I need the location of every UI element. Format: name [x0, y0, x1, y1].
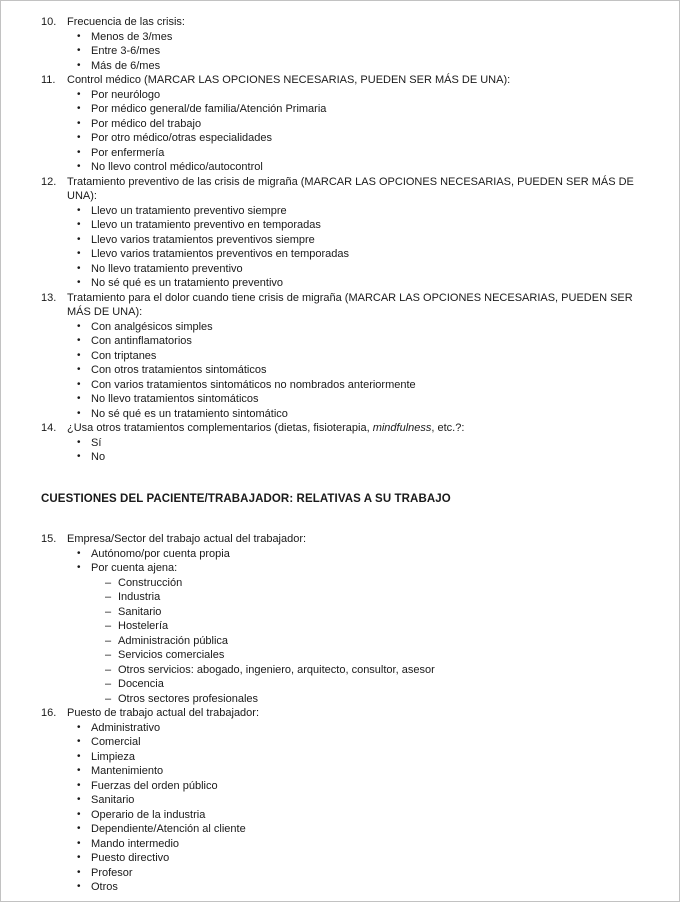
dash-icon: –	[105, 605, 112, 618]
option-item	[77, 436, 653, 451]
option-item	[77, 837, 653, 852]
question-item	[41, 421, 653, 465]
bullet-icon: •	[77, 436, 81, 448]
option-label: Más de 6/mes	[91, 59, 161, 72]
section-heading: CUESTIONES DEL PACIENTE/TRABAJADOR: RELATIVAS A SU TRABAJO	[41, 492, 451, 505]
option-item	[77, 750, 653, 765]
bullet-icon: •	[77, 320, 81, 332]
bullet-icon: •	[77, 248, 81, 259]
bullet-icon: •	[77, 204, 81, 216]
option-label: Profesor	[91, 866, 133, 879]
question-body	[67, 15, 653, 73]
option-item	[77, 276, 653, 291]
option-list	[67, 320, 653, 422]
bullet-icon: •	[77, 146, 81, 158]
question-text	[67, 175, 653, 204]
question-text	[67, 15, 653, 30]
option-item	[77, 88, 653, 103]
option-label: Con antinflamatorios	[91, 335, 192, 347]
option-list	[67, 721, 653, 895]
bullet-icon: •	[77, 407, 81, 419]
sub-option-label: Otros sectores profesionales	[118, 692, 259, 705]
dash-icon: –	[105, 692, 112, 705]
option-item	[77, 851, 653, 866]
option-item	[77, 793, 653, 808]
option-label: No sé qué es un tratamiento preventivo	[91, 277, 284, 289]
bullet-icon: •	[77, 881, 81, 892]
option-label: No llevo control médico/autocontrol	[91, 161, 263, 173]
option-label: Llevo varios tratamientos preventivos en temporadas	[91, 248, 350, 260]
option-item	[77, 320, 653, 335]
option-label: Operario de la industria	[91, 808, 206, 821]
option-item	[77, 407, 653, 422]
bullet-icon: •	[77, 161, 81, 172]
option-item	[77, 735, 653, 750]
question-number: 13.	[41, 291, 57, 304]
sub-option-label: Industria	[118, 591, 161, 603]
option-label: Sanitario	[91, 794, 135, 806]
question-item	[41, 15, 653, 73]
option-item	[77, 233, 653, 248]
option-list	[67, 436, 653, 465]
dash-icon: –	[105, 620, 112, 632]
bullet-icon: •	[77, 794, 81, 805]
question-text-part: ¿Usa otros tratamientos complementarios (dietas, fisioterapia,	[67, 422, 373, 434]
option-label: Por cuenta ajena:	[91, 562, 178, 574]
question-body	[67, 175, 653, 291]
option-item	[77, 218, 653, 233]
option-label: Con analgésicos simples	[91, 320, 213, 333]
option-label: Llevo varios tratamientos preventivos siempre	[91, 233, 315, 246]
option-item	[77, 262, 653, 277]
option-label: No sé qué es un tratamiento sintomático	[91, 407, 288, 420]
option-list	[67, 204, 653, 291]
option-label: Mantenimiento	[91, 765, 164, 777]
bullet-icon: •	[77, 30, 81, 42]
question-text-part: Tratamiento para el dolor cuando tiene crisis de migraña (MARCAR LAS OPCIONES NECESARIAS, PUEDEN SER MÁS DE UNA):	[67, 291, 633, 318]
question-number: 10.	[41, 16, 57, 28]
option-label: Limpieza	[91, 750, 136, 763]
option-item	[77, 779, 653, 794]
question-item	[41, 706, 653, 895]
option-item	[77, 30, 653, 45]
dash-icon: –	[105, 634, 112, 647]
option-item	[77, 131, 653, 146]
bullet-icon: •	[77, 750, 81, 762]
bullet-icon: •	[77, 866, 81, 878]
option-label: Menos de 3/mes	[91, 30, 173, 43]
question-body	[67, 706, 653, 895]
question-number: 15.	[41, 533, 57, 545]
question-body	[67, 73, 653, 175]
bullet-icon: •	[77, 736, 81, 747]
dash-icon: –	[105, 663, 112, 676]
sub-option-item	[105, 692, 653, 707]
option-item	[77, 808, 653, 823]
bullet-icon: •	[77, 779, 81, 791]
question-text-part: , etc.?:	[431, 422, 465, 434]
option-list	[67, 30, 653, 74]
option-label: Llevo un tratamiento preventivo siempre	[91, 204, 287, 217]
option-item	[77, 349, 653, 364]
option-label: Por médico del trabajo	[91, 117, 202, 130]
bullet-icon: •	[77, 364, 81, 375]
sub-option-item	[105, 648, 653, 663]
option-label: Comercial	[91, 736, 141, 748]
bullet-icon: •	[77, 808, 81, 820]
option-item	[77, 880, 653, 895]
option-label: Por otro médico/otras especialidades	[91, 132, 272, 144]
option-item	[77, 102, 653, 117]
option-label: Con otros tratamientos sintomáticos	[91, 364, 267, 376]
option-label: Fuerzas del orden público	[91, 779, 218, 792]
dash-icon: –	[105, 649, 112, 661]
sub-option-label: Administración pública	[118, 634, 229, 647]
question-text	[67, 532, 653, 547]
dash-icon: –	[105, 678, 112, 690]
option-item	[77, 450, 653, 465]
option-label: Por médico general/de familia/Atención Primaria	[91, 103, 327, 115]
option-item	[77, 160, 653, 175]
option-item	[77, 44, 653, 59]
option-item	[77, 721, 653, 736]
option-item	[77, 547, 653, 562]
question-body	[67, 532, 653, 706]
option-label: Otros	[91, 881, 118, 893]
questionnaire-section-patient	[41, 15, 653, 465]
sub-option-item	[105, 590, 653, 605]
option-label: Dependiente/Atención al cliente	[91, 823, 246, 835]
question-body	[67, 421, 653, 465]
question-item	[41, 532, 653, 706]
option-label: Entre 3-6/mes	[91, 45, 161, 57]
question-item	[41, 73, 653, 175]
bullet-icon: •	[77, 335, 81, 346]
option-label: Puesto directivo	[91, 852, 170, 864]
option-item	[77, 822, 653, 837]
bullet-icon: •	[77, 262, 81, 274]
question-text-part: Control médico (MARCAR LAS OPCIONES NECESARIAS, PUEDEN SER MÁS DE UNA):	[67, 74, 511, 86]
question-number: 14.	[41, 422, 57, 434]
option-label: No	[91, 451, 106, 463]
question-body	[67, 291, 653, 422]
bullet-icon: •	[77, 837, 81, 849]
option-item	[77, 561, 653, 576]
option-item	[77, 146, 653, 161]
option-label: Con varios tratamientos sintomáticos no nombrados anteriormente	[91, 378, 416, 391]
sub-option-label: Otros servicios: abogado, ingeniero, arquitecto, consultor, asesor	[118, 663, 435, 676]
sub-option-label: Construcción	[118, 576, 183, 589]
bullet-icon: •	[77, 823, 81, 834]
bullet-icon: •	[77, 393, 81, 404]
option-item	[77, 866, 653, 881]
question-text-part: mindfulness	[372, 422, 432, 434]
bullet-icon: •	[77, 349, 81, 361]
bullet-icon: •	[77, 562, 81, 573]
bullet-icon: •	[77, 547, 81, 559]
bullet-icon: •	[77, 59, 81, 71]
option-label: Con triptanes	[91, 349, 157, 362]
sub-option-item	[105, 677, 653, 692]
question-text-part: Empresa/Sector del trabajo actual del trabajador:	[67, 533, 307, 545]
option-label: Por neurólogo	[91, 88, 161, 101]
bullet-icon: •	[77, 765, 81, 776]
option-label: Llevo un tratamiento preventivo en temporadas	[91, 219, 321, 231]
question-item	[41, 175, 653, 291]
bullet-icon: •	[77, 117, 81, 129]
bullet-icon: •	[77, 132, 81, 143]
option-list	[67, 88, 653, 175]
option-item	[77, 59, 653, 74]
option-label: Administrativo	[91, 721, 161, 734]
question-item	[41, 291, 653, 422]
bullet-icon: •	[77, 852, 81, 863]
sub-option-item	[105, 619, 653, 634]
question-text	[67, 73, 653, 88]
bullet-icon: •	[77, 219, 81, 230]
bullet-icon: •	[77, 721, 81, 733]
questionnaire-section-work	[41, 532, 653, 895]
option-item	[77, 392, 653, 407]
sub-option-item	[105, 663, 653, 678]
question-text-part: Tratamiento preventivo de las crisis de migraña (MARCAR LAS OPCIONES NECESARIAS, PUEDEN SER MÁS DE UNA):	[67, 175, 634, 202]
bullet-icon: •	[77, 45, 81, 56]
bullet-icon: •	[77, 277, 81, 288]
option-label: Autónomo/por cuenta propia	[91, 547, 230, 560]
question-number: 11.	[41, 74, 56, 86]
bullet-icon: •	[77, 378, 81, 390]
sub-option-item	[105, 605, 653, 620]
sub-option-label: Servicios comerciales	[118, 649, 225, 661]
dash-icon: –	[105, 591, 112, 603]
sub-option-label: Sanitario	[118, 605, 162, 618]
option-label: Sí	[91, 436, 102, 449]
dash-icon: –	[105, 576, 112, 589]
option-item	[77, 117, 653, 132]
option-item	[77, 204, 653, 219]
option-label: No llevo tratamiento preventivo	[91, 262, 243, 275]
sub-option-label: Docencia	[118, 678, 164, 690]
sub-option-item	[105, 576, 653, 591]
option-item	[77, 764, 653, 779]
option-item	[77, 378, 653, 393]
option-label: Por enfermería	[91, 146, 165, 159]
option-item	[77, 334, 653, 349]
bullet-icon: •	[77, 451, 81, 462]
question-text	[67, 706, 653, 721]
option-label: Mando intermedio	[91, 837, 180, 850]
sub-option-item	[105, 634, 653, 649]
option-item	[77, 247, 653, 262]
question-text	[67, 421, 653, 436]
question-text	[67, 291, 653, 320]
question-text-part: Puesto de trabajo actual del trabajador:	[67, 707, 260, 719]
question-number: 16.	[41, 707, 57, 719]
bullet-icon: •	[77, 233, 81, 245]
option-label: No llevo tratamientos sintomáticos	[91, 393, 259, 405]
bullet-icon: •	[77, 103, 81, 114]
question-number: 12.	[41, 175, 57, 188]
sub-option-label: Hostelería	[118, 620, 169, 632]
bullet-icon: •	[77, 88, 81, 100]
question-text-part: Frecuencia de las crisis:	[67, 16, 185, 28]
option-item	[77, 363, 653, 378]
option-list	[67, 547, 653, 707]
